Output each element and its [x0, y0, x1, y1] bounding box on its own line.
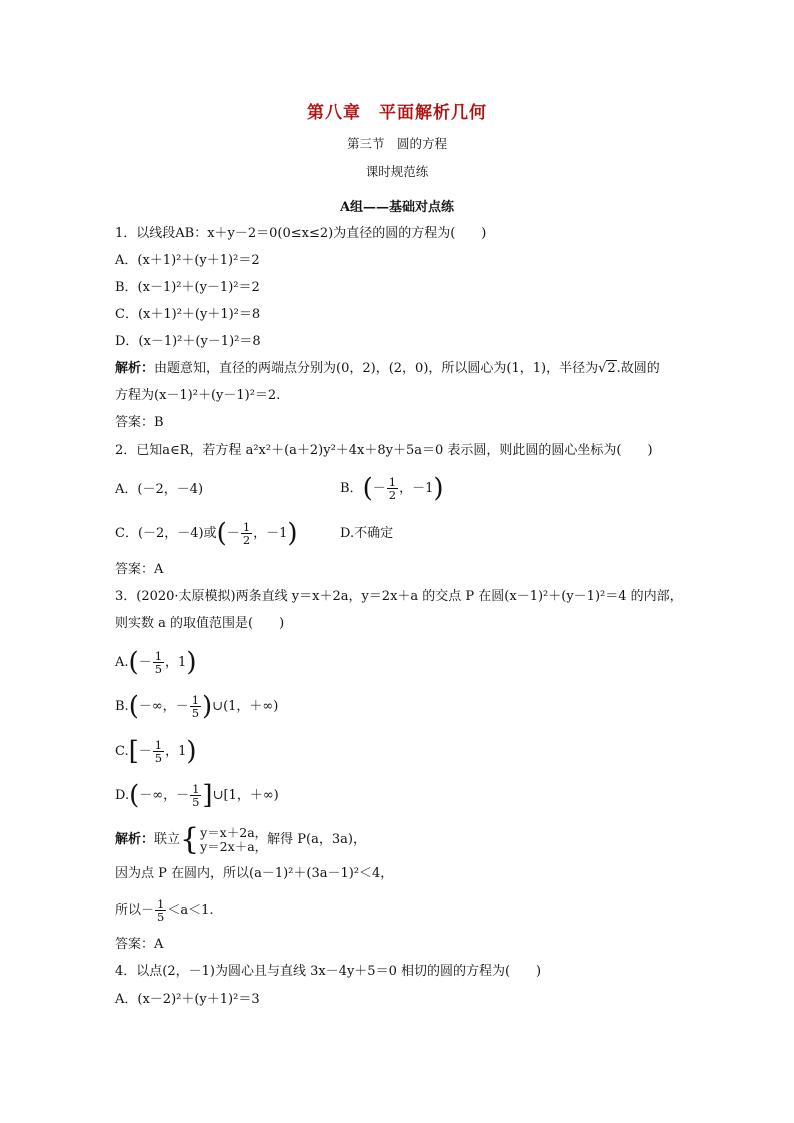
- fraction: [153, 739, 164, 764]
- right-paren: ): [287, 518, 298, 549]
- q3-analysis-line2: 因为点 P 在圆内，所以(a－1)²＋(3a－1)²＜4，: [115, 866, 394, 881]
- q3-analysis-text-a: 联立: [154, 832, 181, 847]
- fraction: [155, 898, 166, 923]
- q2-option-c: [115, 519, 298, 549]
- fraction: [190, 694, 201, 719]
- equation-row-2: y＝2x＋a，: [200, 838, 268, 854]
- q1-analysis-text-b: .故圆的: [616, 361, 660, 376]
- q2-answer: 答案：A: [115, 562, 164, 577]
- equation-rows: [200, 826, 267, 854]
- right-bracket: ]: [202, 780, 213, 811]
- analysis-label: 解析：: [115, 361, 155, 376]
- option-b-prefix: B．: [340, 481, 363, 496]
- left-paren: (: [128, 691, 139, 722]
- q1-analysis-text-a: 由题意知，直径的两端点分别为(0，2)，(2，0)，所以圆心为(1，1)，半径为: [154, 361, 599, 376]
- q1-analysis-line2: 方程为(x－1)²＋(y－1)²＝2.: [115, 388, 281, 403]
- numerator: 1: [388, 475, 397, 489]
- denominator: 5: [157, 910, 165, 924]
- denominator: 2: [242, 533, 251, 547]
- right-paren: ): [186, 647, 197, 678]
- numerator: 1: [242, 520, 251, 534]
- q4-stem: 4．以点(2，－1)为圆心且与直线 3x－4y＋5＝0 相切的圆的方程为( ): [115, 964, 542, 979]
- numerator: 1: [191, 693, 200, 707]
- numerator: 1: [154, 649, 163, 663]
- denominator: 5: [191, 706, 200, 720]
- denominator: 5: [154, 751, 163, 765]
- right-paren: ): [186, 736, 197, 767]
- q3-option-d: [115, 781, 279, 811]
- option-b-y: ，－1: [399, 481, 434, 496]
- section-title: 第三节 圆的方程: [346, 136, 447, 151]
- sign: －: [372, 481, 386, 496]
- left-brace: {: [180, 821, 200, 857]
- q1-option-c: C．(x＋1)²＋(y＋1)²＝8: [115, 307, 261, 322]
- analysis-label: 解析：: [115, 832, 155, 847]
- option-d-first: －∞，－: [139, 788, 190, 803]
- right-paren: ): [202, 691, 213, 722]
- fraction: [153, 650, 164, 675]
- q3-option-c: C.[－ $\frac{1}{5}$ ，1): [115, 736, 197, 767]
- option-a-prefix: A.: [115, 655, 129, 670]
- q3-analysis-text-3b: ＜a＜1.: [167, 903, 214, 918]
- q1-option-d: D．(x－1)²＋(y－1)²＝8: [115, 334, 261, 349]
- left-bracket: [: [128, 736, 139, 767]
- q3-stem-line2: 则实数 a 的取值范围是( ): [115, 616, 285, 631]
- left-paren: (: [129, 780, 140, 811]
- group-title: A组——基础对点练: [339, 200, 455, 215]
- option-c-y: ，－1: [253, 526, 288, 541]
- option-b-first: －∞，－: [138, 699, 189, 714]
- option-d-rest: ∪[1，＋∞): [212, 788, 279, 803]
- q3-analysis-line1: [115, 823, 366, 857]
- q3-analysis-line3: [115, 896, 214, 926]
- option-d-prefix: D.: [115, 788, 130, 803]
- option-a-rest: ，1: [165, 655, 187, 670]
- option-b-prefix: B.: [115, 699, 129, 714]
- equation-row-1: y＝x＋2a，: [200, 824, 268, 840]
- q1-option-b: B．(x－1)²＋(y－1)²＝2: [115, 280, 260, 295]
- numerator: 1: [154, 738, 163, 752]
- option-b-rest: ∪(1，＋∞): [212, 699, 279, 714]
- right-paren: ): [433, 473, 444, 504]
- option-c-prefix: C．(－2，－4)或: [115, 526, 217, 541]
- practice-title: 课时规范练: [365, 164, 429, 179]
- q1-option-a: A．(x＋1)²＋(y＋1)²＝2: [115, 253, 260, 268]
- q2-option-b: [340, 474, 444, 504]
- numerator: 1: [157, 897, 165, 911]
- q2-stem: 2．已知a∈R，若方程 a²x²＋(a＋2)y²＋4x＋8y＋5a＝0 表示圆，则此圆的圆心坐标为( ): [115, 443, 653, 458]
- option-c-prefix: C.: [115, 744, 129, 759]
- fraction: [190, 783, 201, 808]
- q2-option-d: D.不确定: [340, 526, 394, 541]
- equation-system: [180, 821, 268, 857]
- q3-option-b: [115, 692, 278, 722]
- option-c-rest: ，1: [165, 744, 187, 759]
- chapter-title: 第八章 平面解析几何: [307, 103, 487, 123]
- q1-analysis-line1: [115, 360, 660, 378]
- sign: －: [226, 526, 240, 541]
- q3-analysis-text-b: 解得 P(a，3a)，: [267, 832, 366, 847]
- left-paren: (: [216, 518, 227, 549]
- q3-option-a: A.(－ $\frac{1}{5}$ ，1): [115, 647, 197, 678]
- denominator: 5: [192, 795, 200, 809]
- q4-option-a: A．(x－2)²＋(y＋1)²＝3: [115, 992, 260, 1007]
- sqrt-expression: √2: [598, 361, 616, 376]
- left-paren: (: [362, 473, 373, 504]
- q2-option-a: A．(－2，－4): [115, 482, 204, 497]
- q1-stem: 1．以线段AB：x＋y－2＝0(0≤x≤2)为直径的圆的方程为( ): [115, 226, 487, 241]
- fraction: [241, 521, 252, 546]
- q1-answer: 答案：B: [115, 415, 164, 430]
- numerator: 1: [192, 782, 200, 796]
- left-paren: (: [128, 647, 139, 678]
- fraction: [387, 476, 398, 501]
- q3-stem-line1: 3．(2020·太原模拟)两条直线 y＝x＋2a，y＝2x＋a 的交点 P 在圆(x－1)²＋(y－1)²＝4 的内部，: [115, 589, 683, 604]
- denominator: 2: [388, 488, 397, 502]
- sqrt-radicand: 2: [607, 361, 616, 376]
- q3-answer: 答案：A: [115, 937, 164, 952]
- denominator: 5: [154, 662, 163, 676]
- q3-analysis-text-3a: 所以－: [115, 903, 155, 918]
